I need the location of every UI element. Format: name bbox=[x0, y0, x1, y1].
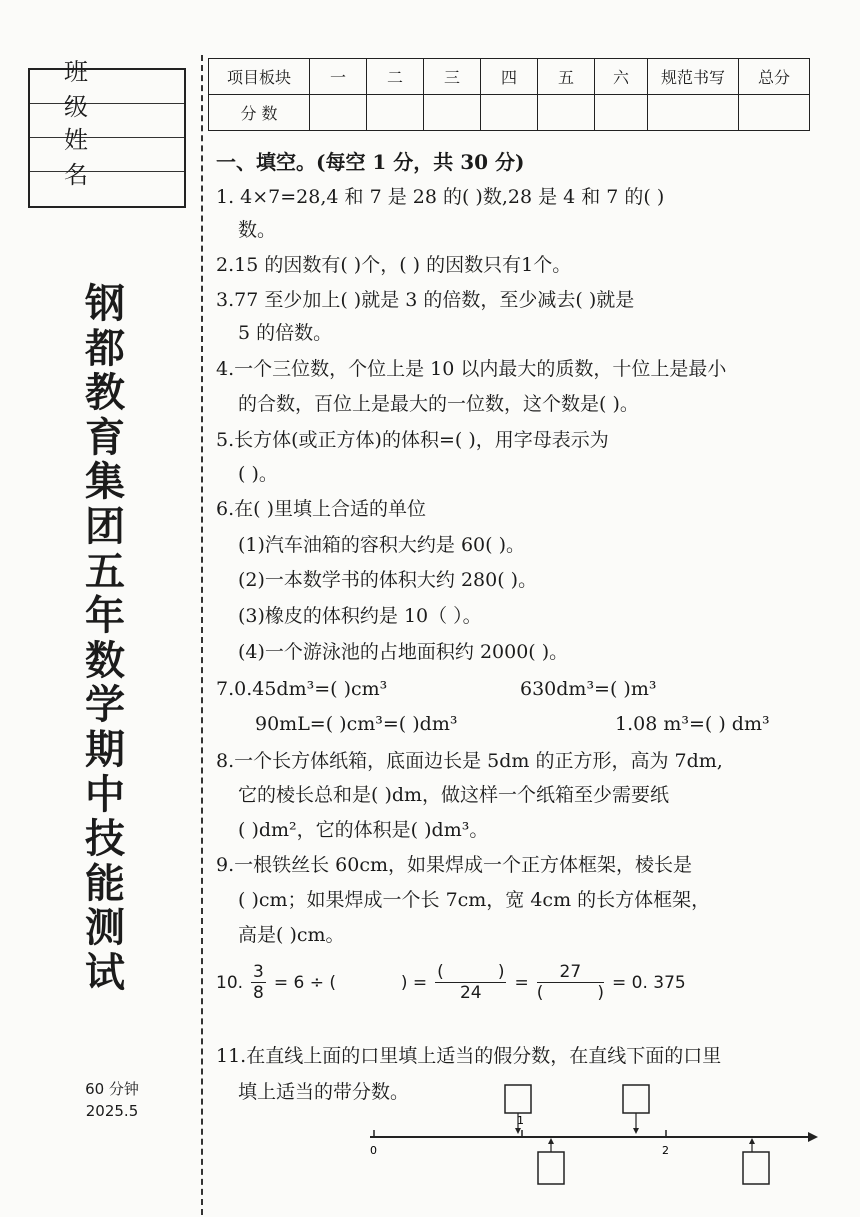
score-cell[interactable] bbox=[310, 95, 367, 131]
tick-label-0: 0 bbox=[370, 1144, 377, 1157]
score-header-cell: 四 bbox=[481, 59, 538, 95]
question-10 bbox=[216, 962, 686, 1003]
question-7-a: 7.0.45dm³=( )cm³ bbox=[216, 678, 388, 700]
score-header-cell: 一 bbox=[310, 59, 367, 95]
score-cell[interactable] bbox=[595, 95, 648, 131]
question-9-line3: 高是( )cm。 bbox=[238, 924, 345, 946]
question-1-line1: 1. 4×7=28,4 和 7 是 28 的( )数,28 是 4 和 7 的( ) bbox=[216, 186, 665, 208]
question-5-line2: ( )。 bbox=[238, 463, 278, 485]
question-1-line2: 数。 bbox=[238, 219, 277, 241]
tick-label-2: 2 bbox=[662, 1144, 669, 1157]
question-6-1: (1)汽车油箱的容积大约是 60( )。 bbox=[238, 534, 525, 556]
score-cell[interactable] bbox=[367, 95, 424, 131]
answer-box-above-1 bbox=[505, 1085, 531, 1113]
answer-box-below-2 bbox=[743, 1152, 769, 1184]
score-header-cell: 项目板块 bbox=[209, 59, 310, 95]
answer-box-above-2 bbox=[623, 1085, 649, 1113]
question-9-line1: 9.一根铁丝长 60cm，如果焊成一个正方体框架，棱长是 bbox=[216, 854, 693, 876]
question-10-decimal: = 0. 375 bbox=[612, 972, 686, 993]
pointer-down-2-head bbox=[633, 1128, 639, 1134]
student-info-box bbox=[28, 57, 186, 208]
score-header-cell: 总分 bbox=[739, 59, 810, 95]
score-header-cell: 规范书写 bbox=[648, 59, 739, 95]
question-8-line2: 它的棱长总和是( )dm，做这样一个纸箱至少需要纸 bbox=[238, 784, 670, 806]
question-4-line2: 的合数，百位上是最大的一位数，这个数是( )。 bbox=[238, 393, 639, 415]
number-line-arrow bbox=[808, 1132, 818, 1142]
fraction-3-8 bbox=[251, 962, 266, 1003]
question-7-b: 630dm³=( )m³ bbox=[520, 678, 657, 700]
question-7-d: 1.08 m³=( ) dm³ bbox=[615, 713, 770, 735]
question-9-line2: ( )cm；如果焊成一个长 7cm，宽 4cm 的长方体框架， bbox=[238, 889, 711, 911]
fraction-denominator: ( ) bbox=[536, 983, 605, 1003]
fraction-27-blank bbox=[537, 962, 604, 1003]
question-10-number: 10. bbox=[216, 972, 244, 993]
question-5-line1: 5.长方体(或正方体)的体积=( )，用字母表示为 bbox=[216, 429, 609, 451]
score-table bbox=[208, 58, 810, 131]
pointer-up-1-head bbox=[548, 1138, 554, 1144]
score-header-cell: 二 bbox=[367, 59, 424, 95]
score-header-cell: 六 bbox=[595, 59, 648, 95]
score-cell[interactable] bbox=[424, 95, 481, 131]
score-cell[interactable] bbox=[481, 95, 538, 131]
class-label: 班 级 bbox=[30, 70, 184, 104]
fraction-denominator: 24 bbox=[459, 983, 482, 1003]
score-header-cell: 五 bbox=[538, 59, 595, 95]
score-row-label: 分 数 bbox=[209, 95, 310, 131]
exam-duration: 60 分钟 bbox=[85, 1080, 139, 1098]
score-value-row bbox=[209, 95, 810, 131]
fraction-numerator: 27 bbox=[537, 962, 604, 983]
exam-meta bbox=[72, 1078, 152, 1122]
question-7-c: 90mL=( )cm³=( )dm³ bbox=[255, 713, 458, 735]
equals-sign: = bbox=[514, 972, 529, 993]
score-cell[interactable] bbox=[648, 95, 739, 131]
number-line bbox=[360, 1082, 820, 1212]
question-6: 6.在( )里填上合适的单位 bbox=[216, 498, 426, 520]
pointer-down-1-head bbox=[515, 1128, 521, 1134]
section-heading: 一、填空。(每空 1 分，共 30 分) bbox=[216, 150, 525, 174]
question-6-2: (2)一本数学书的体积大约 280( )。 bbox=[238, 569, 538, 591]
fraction-blank-24 bbox=[435, 962, 506, 1003]
answer-box-below-1 bbox=[538, 1152, 564, 1184]
question-3-line2: 5 的倍数。 bbox=[238, 322, 333, 344]
pointer-up-2-head bbox=[749, 1138, 755, 1144]
question-11-line2: 填上适当的带分数。 bbox=[238, 1081, 410, 1103]
question-2: 2.15 的因数有( )个，( ) 的因数只有1个。 bbox=[216, 254, 572, 276]
tick-label-1: 1 bbox=[517, 1114, 524, 1127]
question-10-division: = 6 ÷ ( ) = bbox=[273, 972, 428, 993]
fraction-denominator: 8 bbox=[253, 983, 264, 1003]
score-cell[interactable] bbox=[538, 95, 595, 131]
question-11-line1: 11.在直线上面的口里填上适当的假分数，在直线下面的口里 bbox=[216, 1045, 722, 1067]
binding-line bbox=[201, 55, 203, 1215]
fraction-numerator: 3 bbox=[253, 962, 264, 982]
score-cell[interactable] bbox=[739, 95, 810, 131]
question-8-line1: 8.一个长方体纸箱，底面边长是 5dm 的正方形，高为 7dm, bbox=[216, 750, 723, 772]
score-header-row bbox=[209, 59, 810, 95]
exam-title: 钢 都 教 育 集 团 五 年 数 学 期 中 技 能 测 试 bbox=[85, 280, 125, 996]
name-label: 姓 名 bbox=[30, 138, 184, 172]
question-4-line1: 4.一个三位数，个位上是 10 以内最大的质数，十位上是最小 bbox=[216, 358, 727, 380]
question-6-3: (3)橡皮的体积约是 10（ ）。 bbox=[238, 605, 482, 627]
exam-date: 2025.5 bbox=[85, 1102, 139, 1120]
question-8-line3: ( )dm²，它的体积是( )dm³。 bbox=[238, 819, 489, 841]
question-3-line1: 3.77 至少加上( )就是 3 的倍数，至少减去( )就是 bbox=[216, 289, 635, 311]
fraction-numerator: ( ) bbox=[437, 962, 505, 982]
question-6-4: (4)一个游泳池的占地面积约 2000( )。 bbox=[238, 641, 569, 663]
score-header-cell: 三 bbox=[424, 59, 481, 95]
